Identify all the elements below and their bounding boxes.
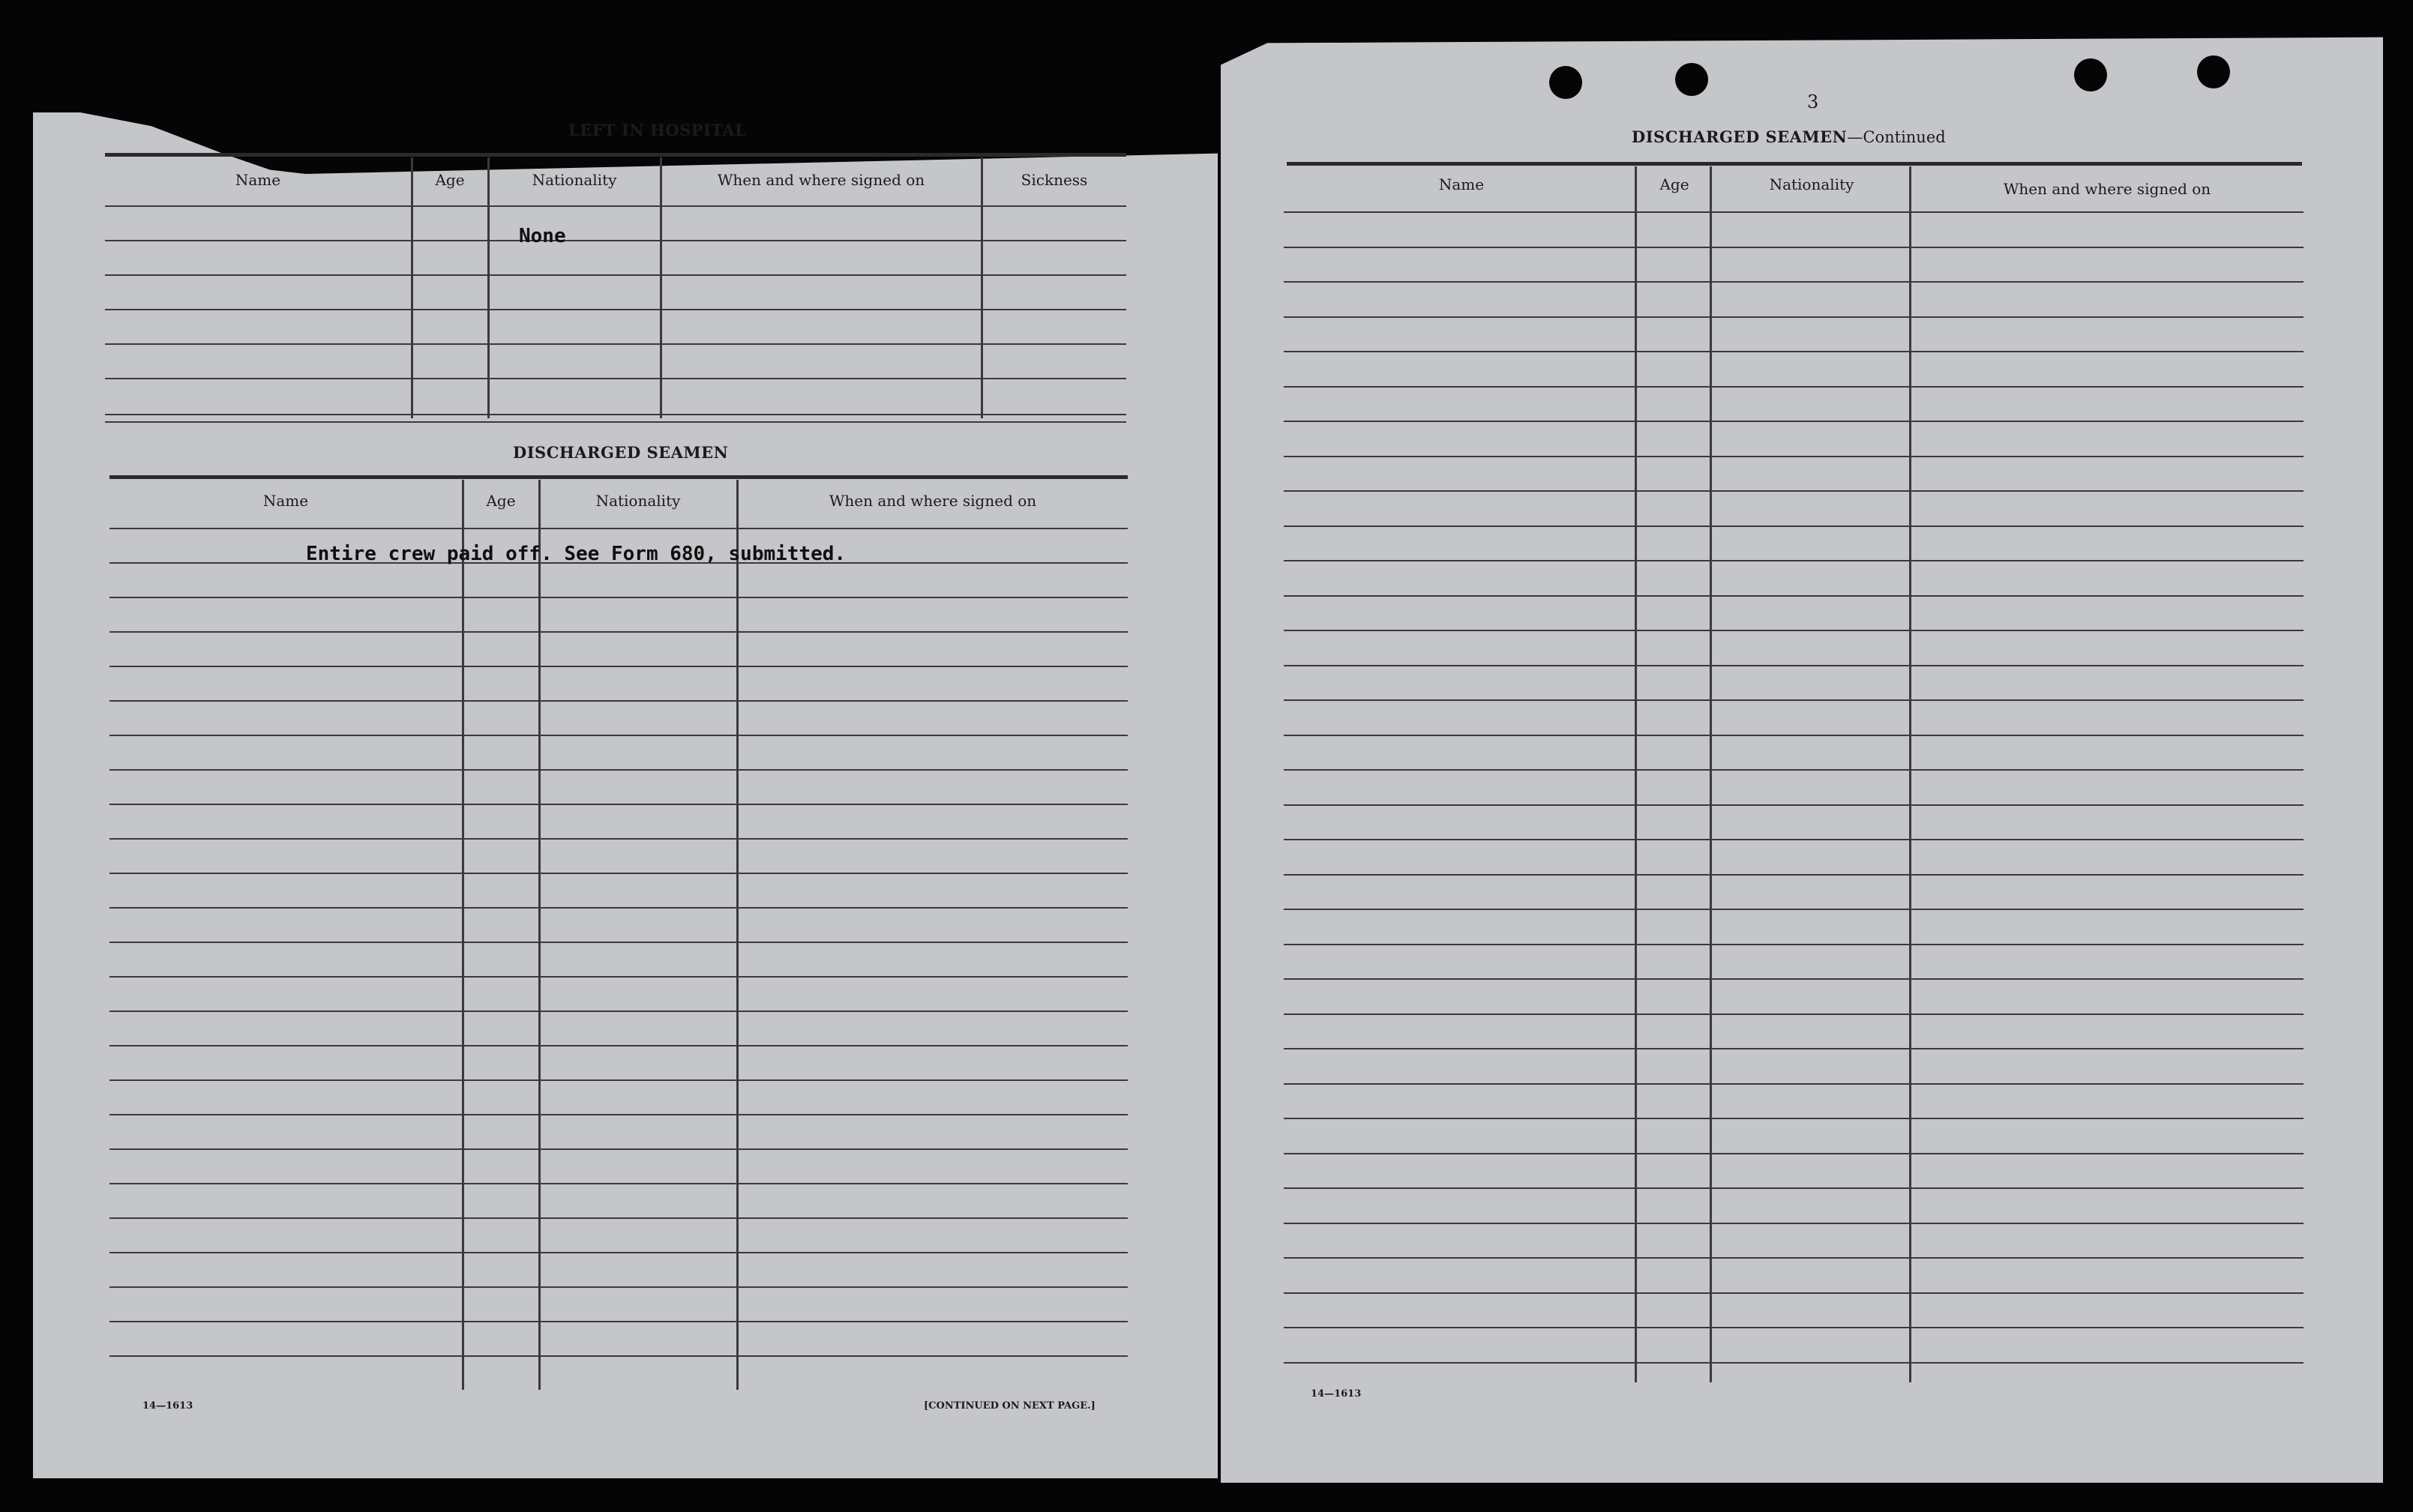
ruled-line (109, 1183, 1128, 1184)
ruled-line (1284, 1013, 2304, 1015)
ruled-line (1284, 735, 2304, 736)
ruled-line (1284, 1327, 2304, 1328)
ruled-line (109, 631, 1128, 633)
punch-hole (1549, 66, 1582, 99)
ruled-line (1284, 804, 2304, 806)
ruled-line (1284, 839, 2304, 840)
punch-hole (2074, 58, 2107, 91)
ruled-line (1284, 1083, 2304, 1085)
col-header-name: Name (235, 171, 281, 189)
ruled-line (109, 942, 1128, 943)
left-form-page (33, 112, 1218, 1478)
ruled-line (109, 1079, 1128, 1081)
ruled-line (109, 1217, 1128, 1219)
ruled-line (109, 769, 1128, 771)
ruled-line (1284, 421, 2304, 422)
ruled-line (109, 1286, 1128, 1288)
ruled-line (1284, 944, 2304, 945)
ruled-line (1284, 1223, 2304, 1224)
right-page-title: DISCHARGED SEAMEN—Continued (1632, 127, 1946, 146)
ruled-line (109, 528, 1128, 529)
ruled-line (1284, 281, 2304, 283)
ruled-line (1284, 874, 2304, 876)
ruled-line (1284, 247, 2304, 248)
ruled-line (1284, 351, 2304, 352)
col-header-signed-on: When and where signed on (829, 492, 1037, 510)
punch-hole (2197, 55, 2230, 88)
ruled-line (1284, 1153, 2304, 1154)
left-in-hospital-entry: None (519, 225, 566, 247)
ruled-line (109, 804, 1128, 805)
discharged-seamen-entry: Entire crew paid off. See Form 680, submitted. (306, 543, 847, 565)
ruled-line (109, 976, 1128, 978)
ruled-line (1284, 630, 2304, 631)
col-header-age: Age (1659, 175, 1689, 193)
ruled-line (1284, 456, 2304, 457)
ruled-line (1284, 909, 2304, 910)
punch-hole (267, 79, 300, 112)
ruled-line (109, 1045, 1128, 1046)
ruled-line (1284, 1118, 2304, 1119)
ruled-line (1284, 525, 2304, 527)
ruled-line (109, 1148, 1128, 1150)
col-header-nationality: Nationality (532, 171, 617, 189)
ruled-line (109, 700, 1128, 702)
ruled-line (109, 735, 1128, 736)
ruled-line (1284, 560, 2304, 561)
ruled-line (1284, 699, 2304, 701)
col-header-signed-on: When and where signed on (717, 171, 925, 189)
col-header-nationality: Nationality (1769, 175, 1854, 193)
col-header-age: Age (486, 492, 516, 510)
ruled-line (1284, 1292, 2304, 1294)
ruled-line (109, 1355, 1128, 1357)
page-number: 3 (1807, 91, 1819, 112)
ruled-line (109, 597, 1128, 598)
ruled-line (109, 1252, 1128, 1253)
ruled-line (109, 1010, 1128, 1012)
left-in-hospital-title: LEFT IN HOSPITAL (568, 121, 747, 139)
ruled-line (1284, 1187, 2304, 1189)
ruled-line (1284, 595, 2304, 597)
col-header-signed-on: When and where signed on (2003, 180, 2211, 198)
punch-hole (1675, 63, 1708, 96)
ruled-line (109, 1114, 1128, 1115)
ruled-line (109, 1321, 1128, 1322)
continued-note: [CONTINUED ON NEXT PAGE.] (924, 1400, 1096, 1412)
col-header-sickness: Sickness (1021, 171, 1088, 189)
ruled-line (1284, 490, 2304, 492)
ruled-line (1284, 211, 2304, 213)
ruled-line (1284, 1257, 2304, 1259)
ruled-line (109, 873, 1128, 874)
col-header-name: Name (262, 492, 309, 510)
ruled-line (1284, 1362, 2304, 1364)
ruled-line (109, 838, 1128, 840)
ruled-line (109, 666, 1128, 667)
ruled-line (1284, 769, 2304, 771)
col-header-nationality: Nationality (595, 492, 681, 510)
ruled-line (1284, 665, 2304, 666)
ruled-line (1284, 978, 2304, 980)
form-number: 14—1613 (1311, 1388, 1362, 1400)
ruled-line (109, 907, 1128, 909)
ruled-line (1284, 386, 2304, 388)
ruled-line (1284, 1048, 2304, 1049)
discharged-seamen-title: DISCHARGED SEAMEN (513, 443, 729, 462)
ruled-line (1284, 316, 2304, 318)
col-header-name: Name (1438, 175, 1485, 193)
col-header-age: Age (435, 171, 465, 189)
form-number: 14—1613 (142, 1400, 193, 1412)
